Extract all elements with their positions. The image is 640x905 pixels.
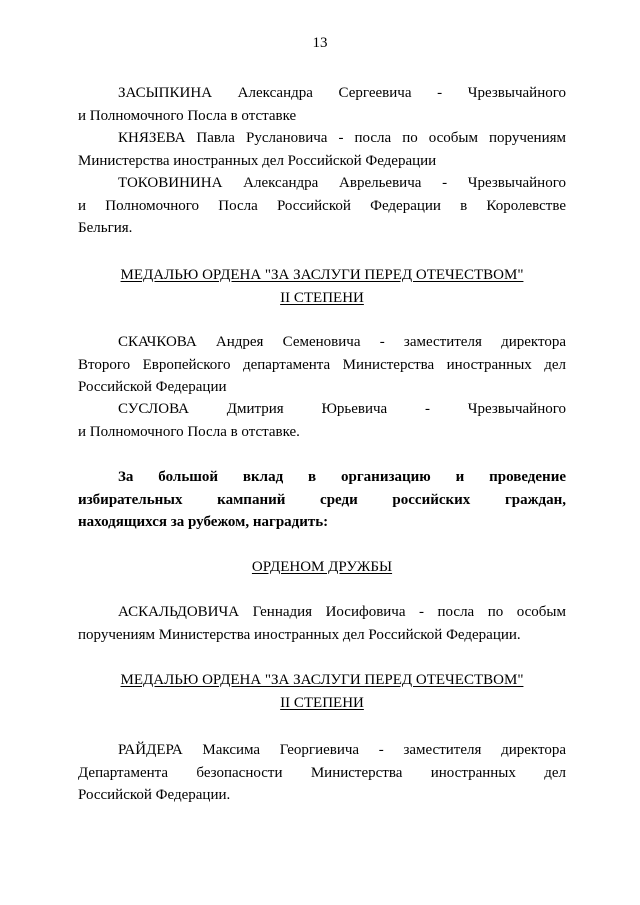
entry-line: и Полномочного Посла в отставке. [78,423,300,440]
award-entry-zasypkin [78,82,566,127]
entry-line: Министерства иностранных дел Российской Федерации [78,152,437,169]
entry-line: АСКАЛЬДОВИЧА Геннадия Иосифовича - посла по особым [118,604,566,620]
entry-line: ЗАСЫПКИНА Александра Сергеевича - Чрезвычайного [118,85,566,101]
award-entry-skachkov [78,331,566,399]
entry-line: Департамента безопасности Министерства иностранных дел [78,764,566,781]
entry-line: Российской Федерации. [78,787,231,803]
entry-line: и Полномочного Посла в отставке [78,107,297,124]
page-number: 13 [312,35,328,51]
entry-line: ТОКОВИНИНА Александра Аврельевича - Чрезвычайного [118,175,566,191]
heading-line: II СТЕПЕНИ [280,694,364,711]
award-entry-askaldovich [78,601,566,646]
entry-line: РАЙДЕРА Максима Георгиевича - заместителя директора [118,742,566,758]
heading-line: II СТЕПЕНИ [280,289,364,306]
entry-line: Российской Федерации [78,379,227,395]
entry-line: Бельгия. [78,220,133,236]
heading-line: МЕДАЛЬЮ ОРДЕНА "ЗА ЗАСЛУГИ ПЕРЕД ОТЕЧЕСТВОМ" [120,672,524,688]
intro-line: находящихся за рубежом, наградить: [78,514,329,530]
entry-line: СУСЛОВА Дмитрия Юрьевича - Чрезвычайного [118,401,566,417]
award-heading-order-friendship [78,556,566,579]
award-entry-suslov [78,398,566,443]
heading-line: ОРДЕНОМ ДРУЖБЫ [251,559,393,575]
entry-line: и Полномочного Посла Российской Федерации в Королевстве [78,197,566,214]
intro-line: избирательных кампаний среди российских граждан, [78,491,566,508]
entry-line: Второго Европейского департамента Министерства иностранных дел [78,356,566,373]
entry-line: КНЯЗЕВА Павла Руслановича - посла по особым поручениям [118,130,566,146]
entry-line: СКАЧКОВА Андрея Семеновича - заместителя директора [118,334,566,350]
award-entry-raider [78,739,566,807]
award-heading-medal [78,264,566,309]
intro-line: За большой вклад в организацию и проведение [118,469,566,485]
award-entry-tokovinin [78,172,566,240]
entry-line: поручениям Министерства иностранных дел Российской Федерации. [78,626,521,643]
award-decree-intro [78,466,566,534]
heading-line: МЕДАЛЬЮ ОРДЕНА "ЗА ЗАСЛУГИ ПЕРЕД ОТЕЧЕСТВОМ" [120,267,524,283]
award-heading-medal [78,669,566,714]
award-entry-knyazev [78,127,566,172]
